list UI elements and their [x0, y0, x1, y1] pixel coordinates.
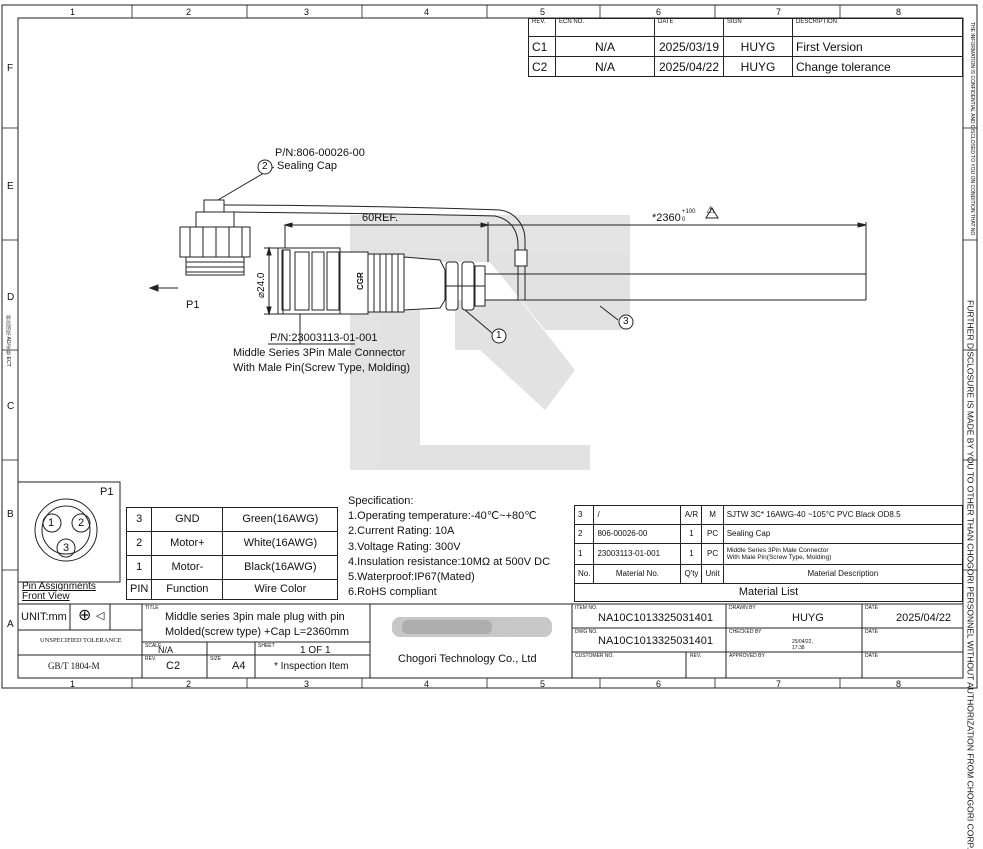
table-row	[127, 508, 338, 532]
diameter-dimension: ⌀24.0	[256, 272, 267, 298]
tolerance-standard: GB/T 1804-M	[48, 661, 100, 671]
spec-item: 4.Insulation resistance:10MΩ at 500V DC	[348, 555, 551, 568]
row-label: E	[7, 181, 14, 192]
spec-item: 2.Current Rating: 10A	[348, 525, 455, 538]
side-note-lower: FURTHER DISCLOSURE IS MADE BY YOU TO OTHER THAN CHOGORI PERSONNEL WITHOUT AUTHORIZATION FROM CHOGORI CORP.	[965, 300, 976, 849]
material-list-header	[575, 565, 963, 584]
checked-by-label: CHECKED BY	[729, 629, 762, 635]
function-header: Function	[152, 580, 223, 600]
ref-dimension: 60REF.	[362, 212, 399, 224]
col-label: 6	[656, 679, 662, 689]
drawn-by-label: DRAWN BY	[729, 605, 756, 611]
date-cell: 2025/03/19	[655, 37, 724, 57]
connector-description-1: Middle Series 3Pin Male Connector	[233, 347, 406, 359]
col-label: 5	[540, 679, 546, 689]
unit-label: UNIT:mm	[21, 611, 67, 623]
col-label: 4	[424, 7, 430, 17]
revision-table	[528, 18, 963, 77]
row-label: F	[7, 63, 14, 74]
col-label: 7	[776, 679, 782, 689]
side-note-upper: THE INFORMATION IS CONFIDENTIAL AND DISCLOSED TO YOU ON CONDITION THAT NO	[969, 22, 975, 236]
col-label: 6	[656, 7, 662, 17]
material-list-table	[574, 505, 963, 602]
material-cell: 806-00026-00	[594, 525, 681, 544]
rev-header: REV.	[529, 19, 556, 37]
col-label: 3	[304, 7, 310, 17]
pin-cell: 1	[127, 556, 152, 580]
col-label: 5	[540, 7, 546, 17]
wire-cell: Green(16AWG)	[223, 508, 338, 532]
function-cell: Motor+	[152, 532, 223, 556]
dwg-no-value: NA10C1013325031401	[598, 635, 713, 647]
balloon-1-number: 1	[496, 330, 502, 341]
connector-part-number: P/N:23003113-01-001	[270, 332, 378, 344]
spec-item: 3.Voltage Rating: 300V	[348, 540, 461, 553]
watermark-logo	[350, 212, 630, 470]
rev-value: C2	[166, 660, 181, 672]
spec-title: Specification:	[348, 495, 414, 507]
rev-cell: C2	[529, 57, 556, 77]
qty-header: Q'ty	[681, 565, 702, 584]
company-logo	[392, 617, 552, 637]
pin-2-label: 2	[78, 517, 85, 529]
pin-view-label: P1	[100, 486, 114, 498]
description-header: DESCRIPTION	[793, 19, 963, 37]
material-list-title: Material List	[575, 584, 963, 602]
date-label: DATE	[865, 629, 878, 635]
body-marking: CGR	[356, 272, 365, 290]
ecn-cell: N/A	[556, 37, 655, 57]
dwg-no-label: DWG NO.	[575, 629, 598, 635]
checked-stamp: 25/04/22, 17:38	[792, 639, 813, 651]
wire-cell: White(16AWG)	[223, 532, 338, 556]
desc-cell: SJTW 3C* 16AWG-40 ~105°C PVC Black OD8.5	[723, 506, 962, 525]
cable-tolerance-upper: +100	[682, 209, 696, 215]
inspection-note: * Inspection Item	[274, 661, 349, 672]
unit-cell: PC	[702, 525, 723, 544]
spec-item: 5.Waterproof:IP67(Mated)	[348, 571, 475, 584]
col-label: 8	[896, 679, 902, 689]
material-cell: 23003113-01-001	[594, 544, 681, 565]
row-label: C	[7, 401, 15, 412]
cable-tolerance-lower: 0	[682, 217, 686, 223]
rev-field-label: REV.	[145, 656, 157, 662]
rev-cell: C1	[529, 37, 556, 57]
balloon-2-label: Sealing Cap	[277, 160, 337, 172]
date-header: DATE	[655, 19, 724, 37]
pin-cell: 3	[127, 508, 152, 532]
projection-symbol-icon: ⊕	[78, 607, 92, 624]
pin-3-label: 3	[63, 542, 70, 554]
no-cell: 2	[575, 525, 594, 544]
pin-table	[126, 507, 338, 600]
col-label: 2	[186, 7, 192, 17]
function-cell: Motor-	[152, 556, 223, 580]
col-label: 2	[186, 679, 192, 689]
col-label: 1	[70, 7, 76, 17]
sheet-field-label: SHEET	[258, 643, 275, 649]
date-label: DATE	[865, 605, 878, 611]
sheet-value: 1 OF 1	[300, 645, 331, 656]
balloon-3-number: 3	[623, 316, 629, 327]
cable-length-dimension: *2360	[652, 212, 681, 224]
table-row	[127, 532, 338, 556]
projection-cone-icon: ◁	[96, 610, 105, 622]
date-cell: 2025/04/22	[655, 57, 724, 77]
pin-cell: 2	[127, 532, 152, 556]
esd-warning-icon: ⚠	[706, 205, 715, 216]
drawn-by-value: HUYG	[792, 612, 824, 624]
table-row	[575, 525, 963, 544]
material-cell: /	[594, 506, 681, 525]
pin-table-header	[127, 580, 338, 600]
sign-cell: HUYG	[724, 57, 793, 77]
no-cell: 3	[575, 506, 594, 525]
table-row	[127, 556, 338, 580]
scale-field-label: SCALE	[145, 643, 162, 649]
rev2-label: REV.	[690, 653, 702, 659]
spec-item: 6.RoHS compliant	[348, 586, 437, 599]
table-row	[529, 37, 963, 57]
unspecified-tolerance-label: UNSPECIFIED TOLERANCE	[40, 637, 122, 644]
title-field-label: TITLE	[145, 605, 159, 611]
table-row	[575, 506, 963, 525]
sign-header: SIGN	[724, 19, 793, 37]
ecn-header: ECN NO.	[556, 19, 655, 37]
table-row	[529, 57, 963, 77]
date-label: DATE	[865, 653, 878, 659]
unit-cell: M	[702, 506, 723, 525]
approved-by-label: APPROVED BY	[729, 653, 765, 659]
row-label: B	[7, 509, 14, 520]
date-value: 2025/04/22	[896, 612, 952, 624]
item-no-label: ITEM NO.	[575, 605, 598, 611]
view-label-p1: P1	[186, 299, 200, 311]
no-header: No.	[575, 565, 594, 584]
col-label: 4	[424, 679, 430, 689]
desc-cell: Sealing Cap	[723, 525, 962, 544]
qty-cell: 1	[681, 525, 702, 544]
pin-header: PIN	[127, 580, 152, 600]
item-no-value: NA10C1013325031401	[598, 612, 713, 624]
unit-cell: PC	[702, 544, 723, 565]
customer-no-label: CUSTOMER NO.	[575, 653, 614, 659]
col-label: 8	[896, 7, 902, 17]
pin-caption-2: Front View	[22, 591, 70, 602]
balloon-2-number: 2	[262, 161, 268, 172]
unit-header: Unit	[702, 565, 723, 584]
company-name: Chogori Technology Co., Ltd	[398, 653, 537, 665]
pin-caption-1: Pin Assignments	[22, 581, 96, 592]
qty-cell: 1	[681, 544, 702, 565]
desc-line: With Male Pin(Screw Type, Molding)	[726, 554, 832, 561]
no-cell: 1	[575, 544, 594, 565]
wire-cell: Black(16AWG)	[223, 556, 338, 580]
desc-header: Material Description	[723, 565, 962, 584]
scale-value: N/A	[158, 645, 174, 655]
col-label: 1	[70, 679, 76, 689]
col-label: 7	[776, 7, 782, 17]
table-row	[575, 544, 963, 565]
connector-description-2: With Male Pin(Screw Type, Molding)	[233, 362, 411, 374]
row-label: A	[7, 619, 14, 630]
function-cell: GND	[152, 508, 223, 532]
material-header: Material No.	[594, 565, 681, 584]
cap-part-number: P/N:806-00026-00	[275, 147, 365, 159]
description-cell: Change tolerance	[793, 57, 963, 77]
ecn-cell: N/A	[556, 57, 655, 77]
qty-cell: A/R	[681, 506, 702, 525]
sign-cell: HUYG	[724, 37, 793, 57]
description-cell: First Version	[793, 37, 963, 57]
wire-header: Wire Color	[223, 580, 338, 600]
size-field-label: SIZE	[210, 656, 222, 662]
left-margin-note: 修改图纸·AD/审核·ECT	[5, 315, 11, 367]
desc-line: Middle Series 3Pin Male Connector	[726, 546, 829, 554]
size-value: A4	[232, 660, 246, 672]
drawing-title-1: Middle series 3pin male plug with pin	[165, 611, 345, 623]
pin-1-label: 1	[48, 517, 55, 529]
col-label: 3	[304, 679, 310, 689]
specification-block	[348, 494, 550, 600]
row-label: D	[7, 292, 15, 303]
spec-item: 1.Operating temperature:-40℃~+80℃	[348, 510, 537, 523]
drawing-title-2: Molded(screw type) +Cap L=2360mm	[165, 626, 350, 638]
